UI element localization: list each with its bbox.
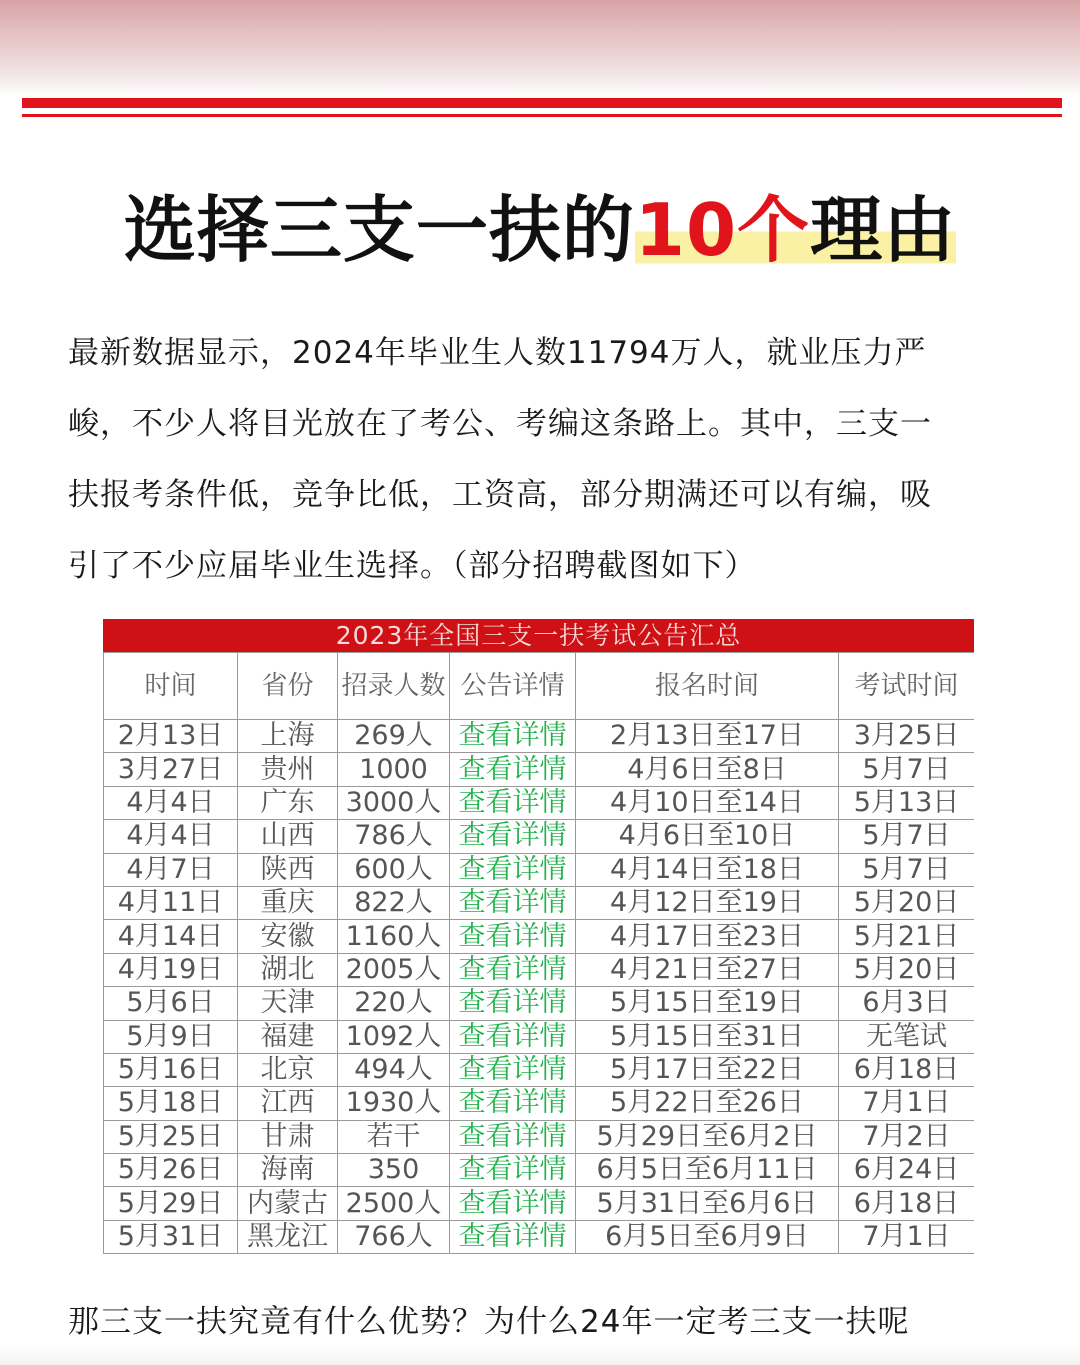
title-highlight: 10个 [634, 188, 811, 272]
cell-province: 内蒙古 [238, 1187, 338, 1220]
cell-details-link[interactable]: 查看详情 [450, 820, 576, 853]
table-row [104, 1020, 975, 1053]
cell-details-link[interactable]: 查看详情 [450, 987, 576, 1020]
title-suffix: 理由 [810, 188, 957, 272]
cell-details-link[interactable]: 查看详情 [450, 1120, 576, 1153]
cell-quota: 1000 [338, 753, 450, 786]
cell-quota: 786人 [338, 820, 450, 853]
table-row [104, 1154, 975, 1187]
table-row [104, 1087, 975, 1120]
cell-details-link[interactable]: 查看详情 [450, 953, 576, 986]
cell-registration: 4月17日至23日 [576, 920, 839, 953]
table-row [104, 1187, 975, 1220]
cell-exam-date: 5月21日 [839, 920, 975, 953]
cell-quota: 3000人 [338, 786, 450, 819]
cell-details-link[interactable]: 查看详情 [450, 1187, 576, 1220]
table-row [104, 786, 975, 819]
cell-registration: 5月22日至26日 [576, 1087, 839, 1120]
table-row [104, 953, 975, 986]
cell-exam-date: 5月7日 [839, 753, 975, 786]
table-header-row [104, 653, 975, 720]
intro-line: 峻，不少人将目光放在了考公、考编这条路上。其中，三支一 [68, 406, 932, 442]
table-row [104, 920, 975, 953]
cell-date: 4月19日 [104, 953, 238, 986]
cell-exam-date: 7月2日 [839, 1120, 975, 1153]
cell-date: 5月9日 [104, 1020, 238, 1053]
cell-date: 5月25日 [104, 1120, 238, 1153]
cell-exam-date: 6月18日 [839, 1187, 975, 1220]
cell-date: 4月14日 [104, 920, 238, 953]
cell-exam-date: 无笔试 [839, 1020, 975, 1053]
cell-details-link[interactable]: 查看详情 [450, 1020, 576, 1053]
cell-province: 安徽 [238, 920, 338, 953]
header-time: 时间 [104, 653, 238, 720]
cell-registration: 4月6日至8日 [576, 753, 839, 786]
cell-quota: 269人 [338, 720, 450, 753]
cell-registration: 4月21日至27日 [576, 953, 839, 986]
cell-registration: 4月12日至19日 [576, 886, 839, 919]
cell-quota: 1930人 [338, 1087, 450, 1120]
intro-line: 最新数据显示，2024年毕业生人数11794万人，就业压力严 [68, 335, 927, 371]
cell-date: 4月4日 [104, 786, 238, 819]
cell-details-link[interactable]: 查看详情 [450, 753, 576, 786]
cell-exam-date: 6月24日 [839, 1154, 975, 1187]
cell-date: 5月6日 [104, 987, 238, 1020]
table-body [104, 720, 975, 1254]
cell-details-link[interactable]: 查看详情 [450, 1087, 576, 1120]
cell-details-link[interactable]: 查看详情 [450, 720, 576, 753]
exam-announcement-table [103, 652, 974, 1254]
cell-exam-date: 5月7日 [839, 853, 975, 886]
cell-exam-date: 7月1日 [839, 1220, 975, 1253]
bottom-fade [0, 1345, 1080, 1365]
intro-paragraph [68, 318, 1028, 602]
cell-registration: 6月5日至6月9日 [576, 1220, 839, 1253]
cell-details-link[interactable]: 查看详情 [450, 786, 576, 819]
title-prefix: 选择三支一扶的 [123, 188, 635, 272]
cell-registration: 5月15日至19日 [576, 987, 839, 1020]
cell-details-link[interactable]: 查看详情 [450, 1154, 576, 1187]
cell-registration: 6月5日至6月11日 [576, 1154, 839, 1187]
cell-registration: 5月15日至31日 [576, 1020, 839, 1053]
article-title [0, 172, 1080, 276]
table-row [104, 720, 975, 753]
cell-date: 3月27日 [104, 753, 238, 786]
cell-province: 广东 [238, 786, 338, 819]
header-registration: 报名时间 [576, 653, 839, 720]
cell-date: 4月11日 [104, 886, 238, 919]
header-exam-time: 考试时间 [839, 653, 975, 720]
table-row [104, 1053, 975, 1086]
cell-province: 上海 [238, 720, 338, 753]
table-row [104, 1120, 975, 1153]
cell-exam-date: 6月18日 [839, 1053, 975, 1086]
cell-quota: 494人 [338, 1053, 450, 1086]
cell-province: 海南 [238, 1154, 338, 1187]
table-row [104, 886, 975, 919]
table-row [104, 987, 975, 1020]
cell-quota: 1092人 [338, 1020, 450, 1053]
cell-exam-date: 7月1日 [839, 1087, 975, 1120]
cell-exam-date: 5月13日 [839, 786, 975, 819]
exam-announcement-table-image [103, 619, 974, 1261]
cell-details-link[interactable]: 查看详情 [450, 886, 576, 919]
red-divider-thin [22, 114, 1062, 117]
cell-province: 江西 [238, 1087, 338, 1120]
table-row [104, 753, 975, 786]
cell-province: 甘肃 [238, 1120, 338, 1153]
header-quota-text: 招录人数 [341, 670, 446, 701]
cell-province: 贵州 [238, 753, 338, 786]
cell-date: 4月4日 [104, 820, 238, 853]
cell-registration: 5月31日至6月6日 [576, 1187, 839, 1220]
table-row [104, 1220, 975, 1253]
cell-exam-date: 3月25日 [839, 720, 975, 753]
cell-exam-date: 5月7日 [839, 820, 975, 853]
cell-province: 福建 [238, 1020, 338, 1053]
intro-line: 扶报考条件低，竞争比低，工资高，部分期满还可以有编，吸 [68, 477, 932, 513]
section-question: 那三支一扶究竟有什么优势？为什么24年一定考三支一扶呢 [68, 1304, 910, 1340]
header-province: 省份 [238, 653, 338, 720]
cell-registration: 5月17日至22日 [576, 1053, 839, 1086]
cell-details-link[interactable]: 查看详情 [450, 1053, 576, 1086]
cell-date: 5月29日 [104, 1187, 238, 1220]
cell-registration: 4月14日至18日 [576, 853, 839, 886]
red-divider-thick [22, 98, 1062, 108]
cell-date: 5月26日 [104, 1154, 238, 1187]
intro-line: 引了不少应届毕业生选择。（部分招聘截图如下） [68, 548, 757, 584]
cell-registration: 5月29日至6月2日 [576, 1120, 839, 1153]
blurred-header-band [0, 0, 1080, 96]
cell-province: 湖北 [238, 953, 338, 986]
table-row [104, 853, 975, 886]
table-row [104, 820, 975, 853]
cell-exam-date: 5月20日 [839, 953, 975, 986]
cell-quota: 822人 [338, 886, 450, 919]
cell-details-link[interactable]: 查看详情 [450, 1220, 576, 1253]
cell-registration: 4月6日至10日 [576, 820, 839, 853]
cell-quota: 220人 [338, 987, 450, 1020]
cell-quota: 1160人 [338, 920, 450, 953]
cell-date: 4月7日 [104, 853, 238, 886]
cell-date: 2月13日 [104, 720, 238, 753]
cell-details-link[interactable]: 查看详情 [450, 853, 576, 886]
cell-quota: 350 [338, 1154, 450, 1187]
cell-quota: 2005人 [338, 953, 450, 986]
cell-date: 5月16日 [104, 1053, 238, 1086]
cell-province: 黑龙江 [238, 1220, 338, 1253]
cell-quota: 若干 [338, 1120, 450, 1153]
cell-quota: 600人 [338, 853, 450, 886]
table-title: 2023年全国三支一扶考试公告汇总 [103, 619, 974, 652]
cell-registration: 4月10日至14日 [576, 786, 839, 819]
header-quota [338, 653, 450, 720]
cell-exam-date: 6月3日 [839, 987, 975, 1020]
cell-province: 北京 [238, 1053, 338, 1086]
cell-registration: 2月13日至17日 [576, 720, 839, 753]
cell-date: 5月31日 [104, 1220, 238, 1253]
cell-province: 陕西 [238, 853, 338, 886]
cell-exam-date: 5月20日 [839, 886, 975, 919]
cell-quota: 766人 [338, 1220, 450, 1253]
cell-quota: 2500人 [338, 1187, 450, 1220]
cell-province: 重庆 [238, 886, 338, 919]
cell-province: 山西 [238, 820, 338, 853]
cell-details-link[interactable]: 查看详情 [450, 920, 576, 953]
cell-province: 天津 [238, 987, 338, 1020]
cell-date: 5月18日 [104, 1087, 238, 1120]
header-details: 公告详情 [450, 653, 576, 720]
